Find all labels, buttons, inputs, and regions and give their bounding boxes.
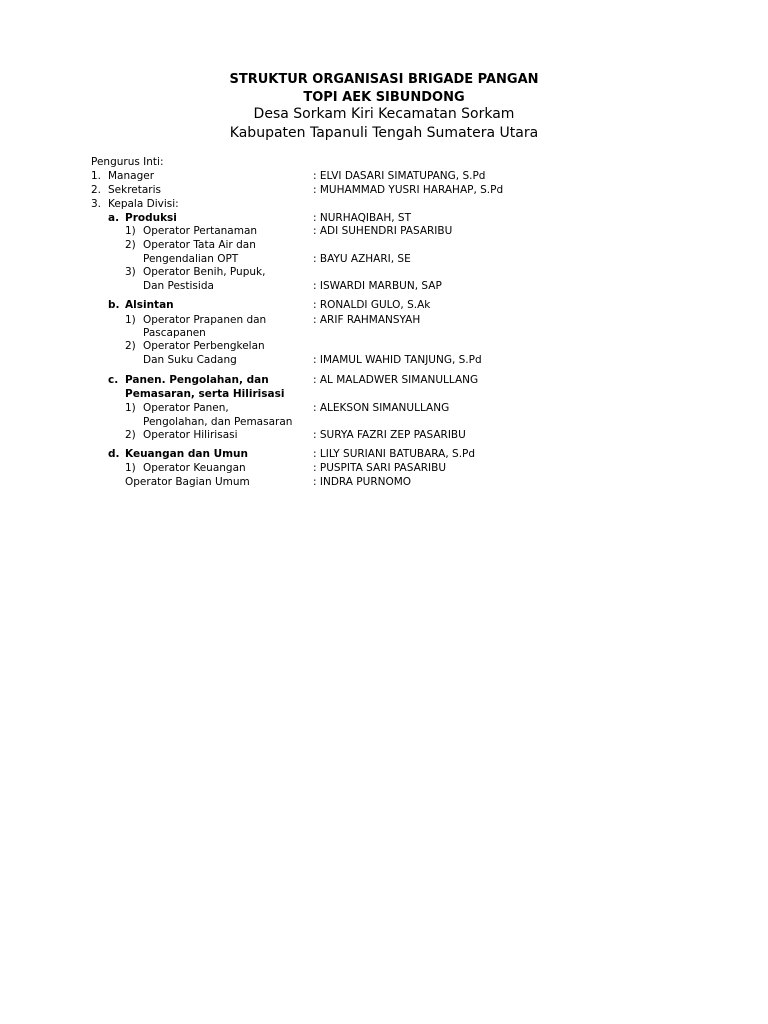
pengurus-heading: Pengurus Inti: xyxy=(91,156,164,168)
sekretaris-label: Sekretaris xyxy=(108,184,162,196)
produksi-op2-label-line1: Operator Tata Air dan xyxy=(143,239,256,251)
keuangan-op2-value: : INDRA PURNOMO xyxy=(313,476,412,488)
panen-op2-value: : SURYA FAZRI ZEP PASARIBU xyxy=(313,429,466,441)
alsintan-op2-label-line1: Operator Perbengkelan xyxy=(143,340,265,352)
keuangan-op1-label: Operator Keuangan xyxy=(143,462,246,474)
keuangan-letter: d. xyxy=(108,448,120,460)
alsintan-value: : RONALDI GULO, S.Ak xyxy=(313,299,431,311)
alsintan-op2-label-line2: Dan Suku Cadang xyxy=(143,354,237,366)
panen-label-line1: Panen. Pengolahan, dan xyxy=(125,374,269,386)
alsintan-op1-value: : ARIF RAHMANSYAH xyxy=(313,314,421,326)
document-title-line2: TOPI AEK SIBUNDONG xyxy=(303,90,465,105)
panen-op1-value: : ALEKSON SIMANULLANG xyxy=(313,402,450,414)
alsintan-op1-label-line1: Operator Prapanen dan xyxy=(143,314,267,326)
kepala-divisi-label: Kepala Divisi: xyxy=(108,198,179,210)
sekretaris-value: : MUHAMMAD YUSRI HARAHAP, S.Pd xyxy=(313,184,504,196)
produksi-op2-number: 2) xyxy=(125,239,136,251)
manager-value: : ELVI DASARI SIMATUPANG, S.Pd xyxy=(313,170,486,182)
alsintan-op1-label-line2: Pascapanen xyxy=(143,327,206,339)
produksi-value: : NURHAQIBAH, ST xyxy=(313,212,412,224)
panen-value: : AL MALADWER SIMANULLANG xyxy=(313,374,479,386)
alsintan-letter: b. xyxy=(108,299,120,311)
alsintan-op1-number: 1) xyxy=(125,314,136,326)
produksi-op1-value: : ADI SUHENDRI PASARIBU xyxy=(313,225,453,237)
keuangan-label: Keuangan dan Umun xyxy=(125,448,248,460)
alsintan-label: Alsintan xyxy=(125,299,174,311)
document-subtitle-line2: Kabupaten Tapanuli Tengah Sumatera Utara xyxy=(229,125,539,141)
produksi-op1-number: 1) xyxy=(125,225,136,237)
alsintan-op2-value: : IMAMUL WAHID TANJUNG, S.Pd xyxy=(313,354,482,366)
keuangan-value: : LILY SURIANI BATUBARA, S.Pd xyxy=(313,448,476,460)
produksi-op2-label-line2: Pengendalian OPT xyxy=(143,253,239,265)
keuangan-op2-label: Operator Bagian Umum xyxy=(125,476,250,488)
document-title-line1: STRUKTUR ORGANISASI BRIGADE PANGAN xyxy=(229,72,539,87)
manager-number: 1. xyxy=(91,170,102,182)
produksi-label: Produksi xyxy=(125,212,177,224)
produksi-op3-label-line2: Dan Pestisida xyxy=(143,280,214,292)
kepala-divisi-number: 3. xyxy=(91,198,102,210)
panen-op2-number: 2) xyxy=(125,429,136,441)
keuangan-op1-value: : PUSPITA SARI PASARIBU xyxy=(313,462,447,474)
produksi-op1-label: Operator Pertanaman xyxy=(143,225,258,237)
produksi-op3-label-line1: Operator Benih, Pupuk, xyxy=(143,266,266,278)
keuangan-op1-number: 1) xyxy=(125,462,136,474)
sekretaris-number: 2. xyxy=(91,184,102,196)
document-subtitle-line1: Desa Sorkam Kiri Kecamatan Sorkam xyxy=(253,106,515,122)
panen-op1-number: 1) xyxy=(125,402,136,414)
panen-letter: c. xyxy=(108,374,119,386)
produksi-letter: a. xyxy=(108,212,120,224)
alsintan-op2-number: 2) xyxy=(125,340,136,352)
produksi-op3-value: : ISWARDI MARBUN, SAP xyxy=(313,280,442,292)
panen-op2-label: Operator Hilirisasi xyxy=(143,429,238,441)
produksi-op3-number: 3) xyxy=(125,266,136,278)
manager-label: Manager xyxy=(108,170,155,182)
panen-op1-label-line2: Pengolahan, dan Pemasaran xyxy=(143,416,293,428)
panen-label-line2: Pemasaran, serta Hilirisasi xyxy=(125,388,285,400)
panen-op1-label-line1: Operator Panen, xyxy=(143,402,229,414)
produksi-op2-value: : BAYU AZHARI, SE xyxy=(313,253,411,265)
